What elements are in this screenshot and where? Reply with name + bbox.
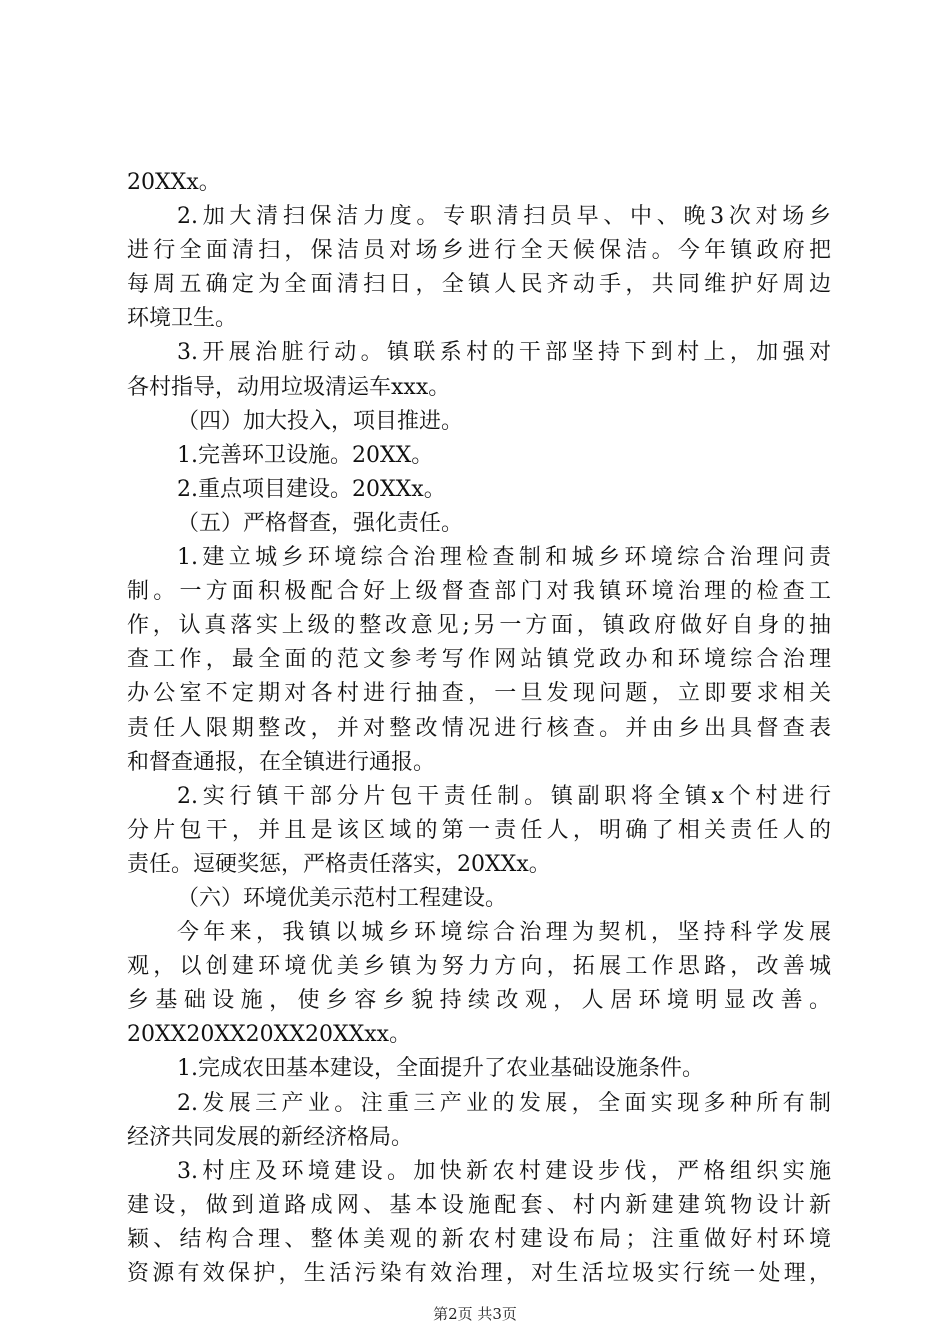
text-line: 建设，做到道路成网、基本设施配套、村内新建建筑物设计新 <box>127 1192 831 1218</box>
text-line: 分片包干，并且是该区域的第一责任人，明确了相关责任人的 <box>127 817 831 843</box>
text-line: 办公室不定期对各村进行抽查，一旦发现问题，立即要求相关 <box>127 681 831 707</box>
text-line: 3.村庄及环境建设。加快新农村建设步伐，严格组织实施 <box>177 1158 831 1184</box>
text-line: 经济共同发展的新经济格局。 <box>127 1124 414 1150</box>
text-line: 今年来，我镇以城乡环境综合治理为契机，坚持科学发展 <box>177 920 831 946</box>
text-line: 2.重点项目建设。20XXx。 <box>177 476 446 502</box>
text-line: 作，认真落实上级的整改意见;另一方面，镇政府做好自身的抽 <box>127 613 831 639</box>
text-line: 2.实行镇干部分片包干责任制。镇副职将全镇x个村进行 <box>177 783 831 809</box>
text-line: 责任。逗硬奖惩，严格责任落实，20XXx。 <box>127 851 551 877</box>
text-line: 各村指导，动用垃圾清运车xxx。 <box>127 374 451 400</box>
text-line: 20XX20XX20XX20XXxx。 <box>127 1022 412 1048</box>
text-line: 2.发展三产业。注重三产业的发展，全面实现多种所有制 <box>177 1090 831 1116</box>
text-line: 观，以创建环境优美乡镇为努力方向，拓展工作思路，改善城 <box>127 954 831 980</box>
text-line: 2.加大清扫保洁力度。专职清扫员早、中、晚3次对场乡 <box>177 204 831 230</box>
text-line: 每周五确定为全面清扫日，全镇人民齐动手，共同维护好周边 <box>127 272 831 298</box>
document-body <box>127 166 831 1291</box>
text-line: 责任人限期整改，并对整改情况进行核查。并由乡出具督查表 <box>127 715 831 741</box>
text-line: 1.完善环卫设施。20XX。 <box>177 442 434 468</box>
text-line: （五）严格督查，强化责任。 <box>177 510 464 536</box>
text-line: 1.完成农田基本建设，全面提升了农业基础设施条件。 <box>177 1056 704 1082</box>
text-line: 制。一方面积极配合好上级督查部门对我镇环境治理的检查工 <box>127 579 831 605</box>
text-line: 查工作，最全面的范文参考写作网站镇党政办和环境综合治理 <box>127 647 831 673</box>
text-line: 乡基础设施，使乡容乡貌持续改观，人居环境明显改善。 <box>127 988 831 1014</box>
text-line: 1.建立城乡环境综合治理检查制和城乡环境综合治理问责 <box>177 545 831 571</box>
text-line: （四）加大投入，项目推进。 <box>177 408 464 434</box>
text-line: （六）环境优美示范村工程建设。 <box>177 885 508 911</box>
text-line: 环境卫生。 <box>127 306 238 332</box>
text-line: 进行全面清扫，保洁员对场乡进行全天候保洁。今年镇政府把 <box>127 238 831 264</box>
text-line: 3.开展治脏行动。镇联系村的干部坚持下到村上，加强对 <box>177 340 831 366</box>
text-line: 20XXx。 <box>127 170 221 195</box>
page-footer: 第2页 共3页 <box>433 1305 517 1323</box>
text-line: 颖、结构合理、整体美观的新农村建设布局；注重做好村环境 <box>127 1226 831 1252</box>
text-line: 资源有效保护，生活污染有效治理，对生活垃圾实行统一处理， <box>127 1261 831 1286</box>
text-line: 和督查通报，在全镇进行通报。 <box>127 749 436 775</box>
